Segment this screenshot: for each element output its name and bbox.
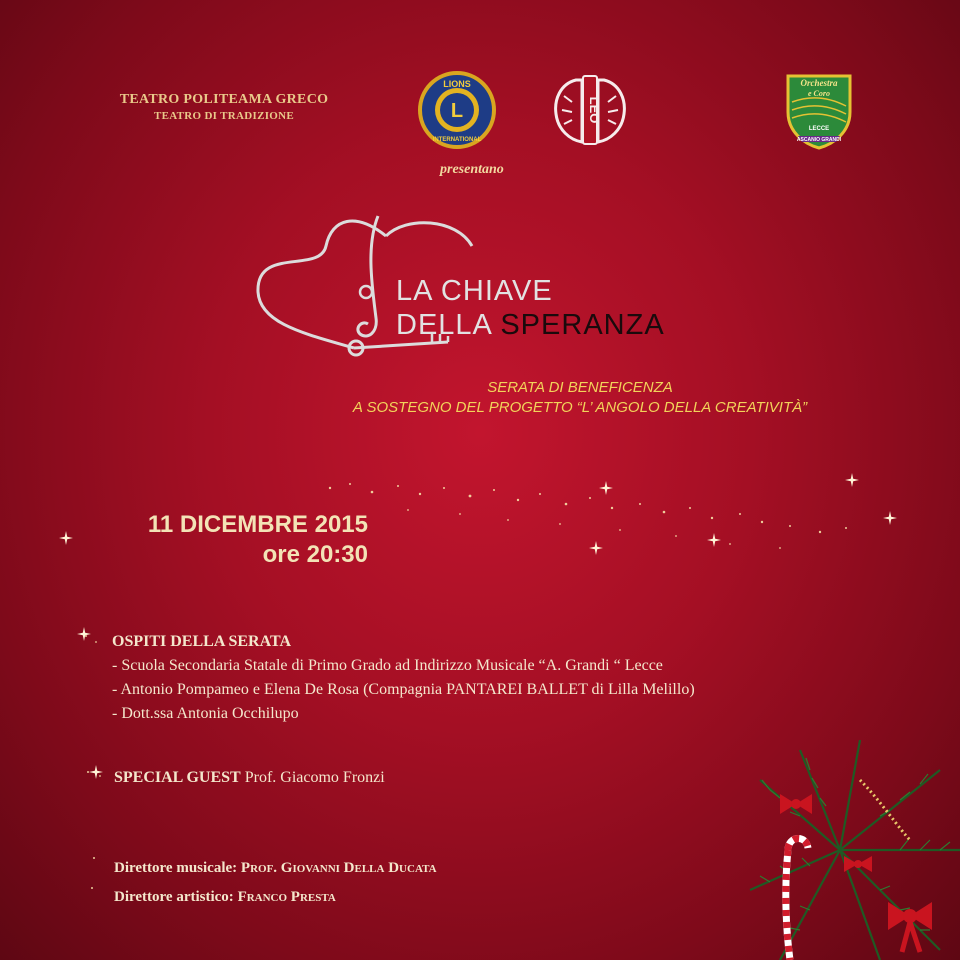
svg-text:L: L <box>450 100 464 122</box>
guest-item: - Scuola Secondaria Statale di Primo Grado ad Indirizzo Musicale “A. Grandi “ Lecce <box>112 657 663 674</box>
guests-section <box>112 630 695 726</box>
sparkle-icon <box>599 481 613 495</box>
sparkle-icon <box>883 511 897 525</box>
leo-club-logo <box>546 70 634 150</box>
art-director-name: Franco Presta <box>237 889 336 905</box>
event-date: 11 DICEMBRE 2015 <box>147 511 368 538</box>
event-date-block <box>64 510 368 570</box>
subtitle-line-2: A SOSTEGNO DEL PROGETTO “L’ ANGOLO DELLA CREATIVITÀ” <box>352 399 808 416</box>
special-guest-label: SPECIAL GUEST <box>114 769 241 786</box>
svg-text:LIONS: LIONS <box>443 79 471 89</box>
sparkle-icon <box>845 473 859 487</box>
svg-text:e Coro: e Coro <box>808 89 830 98</box>
guest-item: - Antonio Pompameo e Elena De Rosa (Compagnia PANTAREI BALLET di Lilla Melillo) <box>112 681 695 698</box>
crew-section <box>114 854 437 912</box>
sparkle-icon <box>707 533 721 547</box>
sparkle-icon <box>77 627 91 641</box>
title-line-1: LA CHIAVE <box>396 275 553 307</box>
christmas-decoration <box>740 740 960 960</box>
sparkle-icon <box>589 541 603 555</box>
special-guest <box>114 769 385 787</box>
subtitle-line-1: SERATA DI BENEFICENZA <box>487 379 673 396</box>
art-director-label: Direttore artistico: <box>114 889 238 905</box>
sparkle-icon <box>89 765 103 779</box>
music-director-name: Prof. Giovanni Della Ducata <box>240 860 437 876</box>
presentano-text: presentano <box>440 162 504 177</box>
svg-text:LECCE: LECCE <box>808 126 830 132</box>
special-guest-name: Prof. Giacomo Fronzi <box>240 769 385 786</box>
event-time: ore 20:30 <box>262 541 368 568</box>
svg-text:INTERNATIONAL: INTERNATIONAL <box>432 137 482 143</box>
orchestra-coro-logo <box>784 72 854 150</box>
event-title <box>396 274 665 342</box>
title-line-2-dark: SPERANZA <box>500 309 665 341</box>
music-director-label: Direttore musicale: <box>114 860 241 876</box>
guest-item: - Dott.ssa Antonia Occhilupo <box>112 705 299 722</box>
svg-text:Orchestra: Orchestra <box>800 78 838 88</box>
theatre-subtitle: TEATRO DI TRADIZIONE <box>153 110 295 122</box>
guests-heading: OSPITI DELLA SERATA <box>112 633 292 650</box>
title-line-2 <box>396 308 665 342</box>
lions-international-logo <box>414 70 500 150</box>
art-director <box>114 883 437 912</box>
music-director <box>114 854 437 883</box>
theatre-name: TEATRO POLITEAMA GRECO <box>119 92 329 107</box>
svg-text:ASCANIO GRANDI: ASCANIO GRANDI <box>796 137 842 143</box>
theatre-heading <box>104 92 344 122</box>
event-subtitle <box>300 378 860 418</box>
svg-text:LEO: LEO <box>587 96 602 124</box>
title-line-2-light: DELLA <box>396 309 501 341</box>
